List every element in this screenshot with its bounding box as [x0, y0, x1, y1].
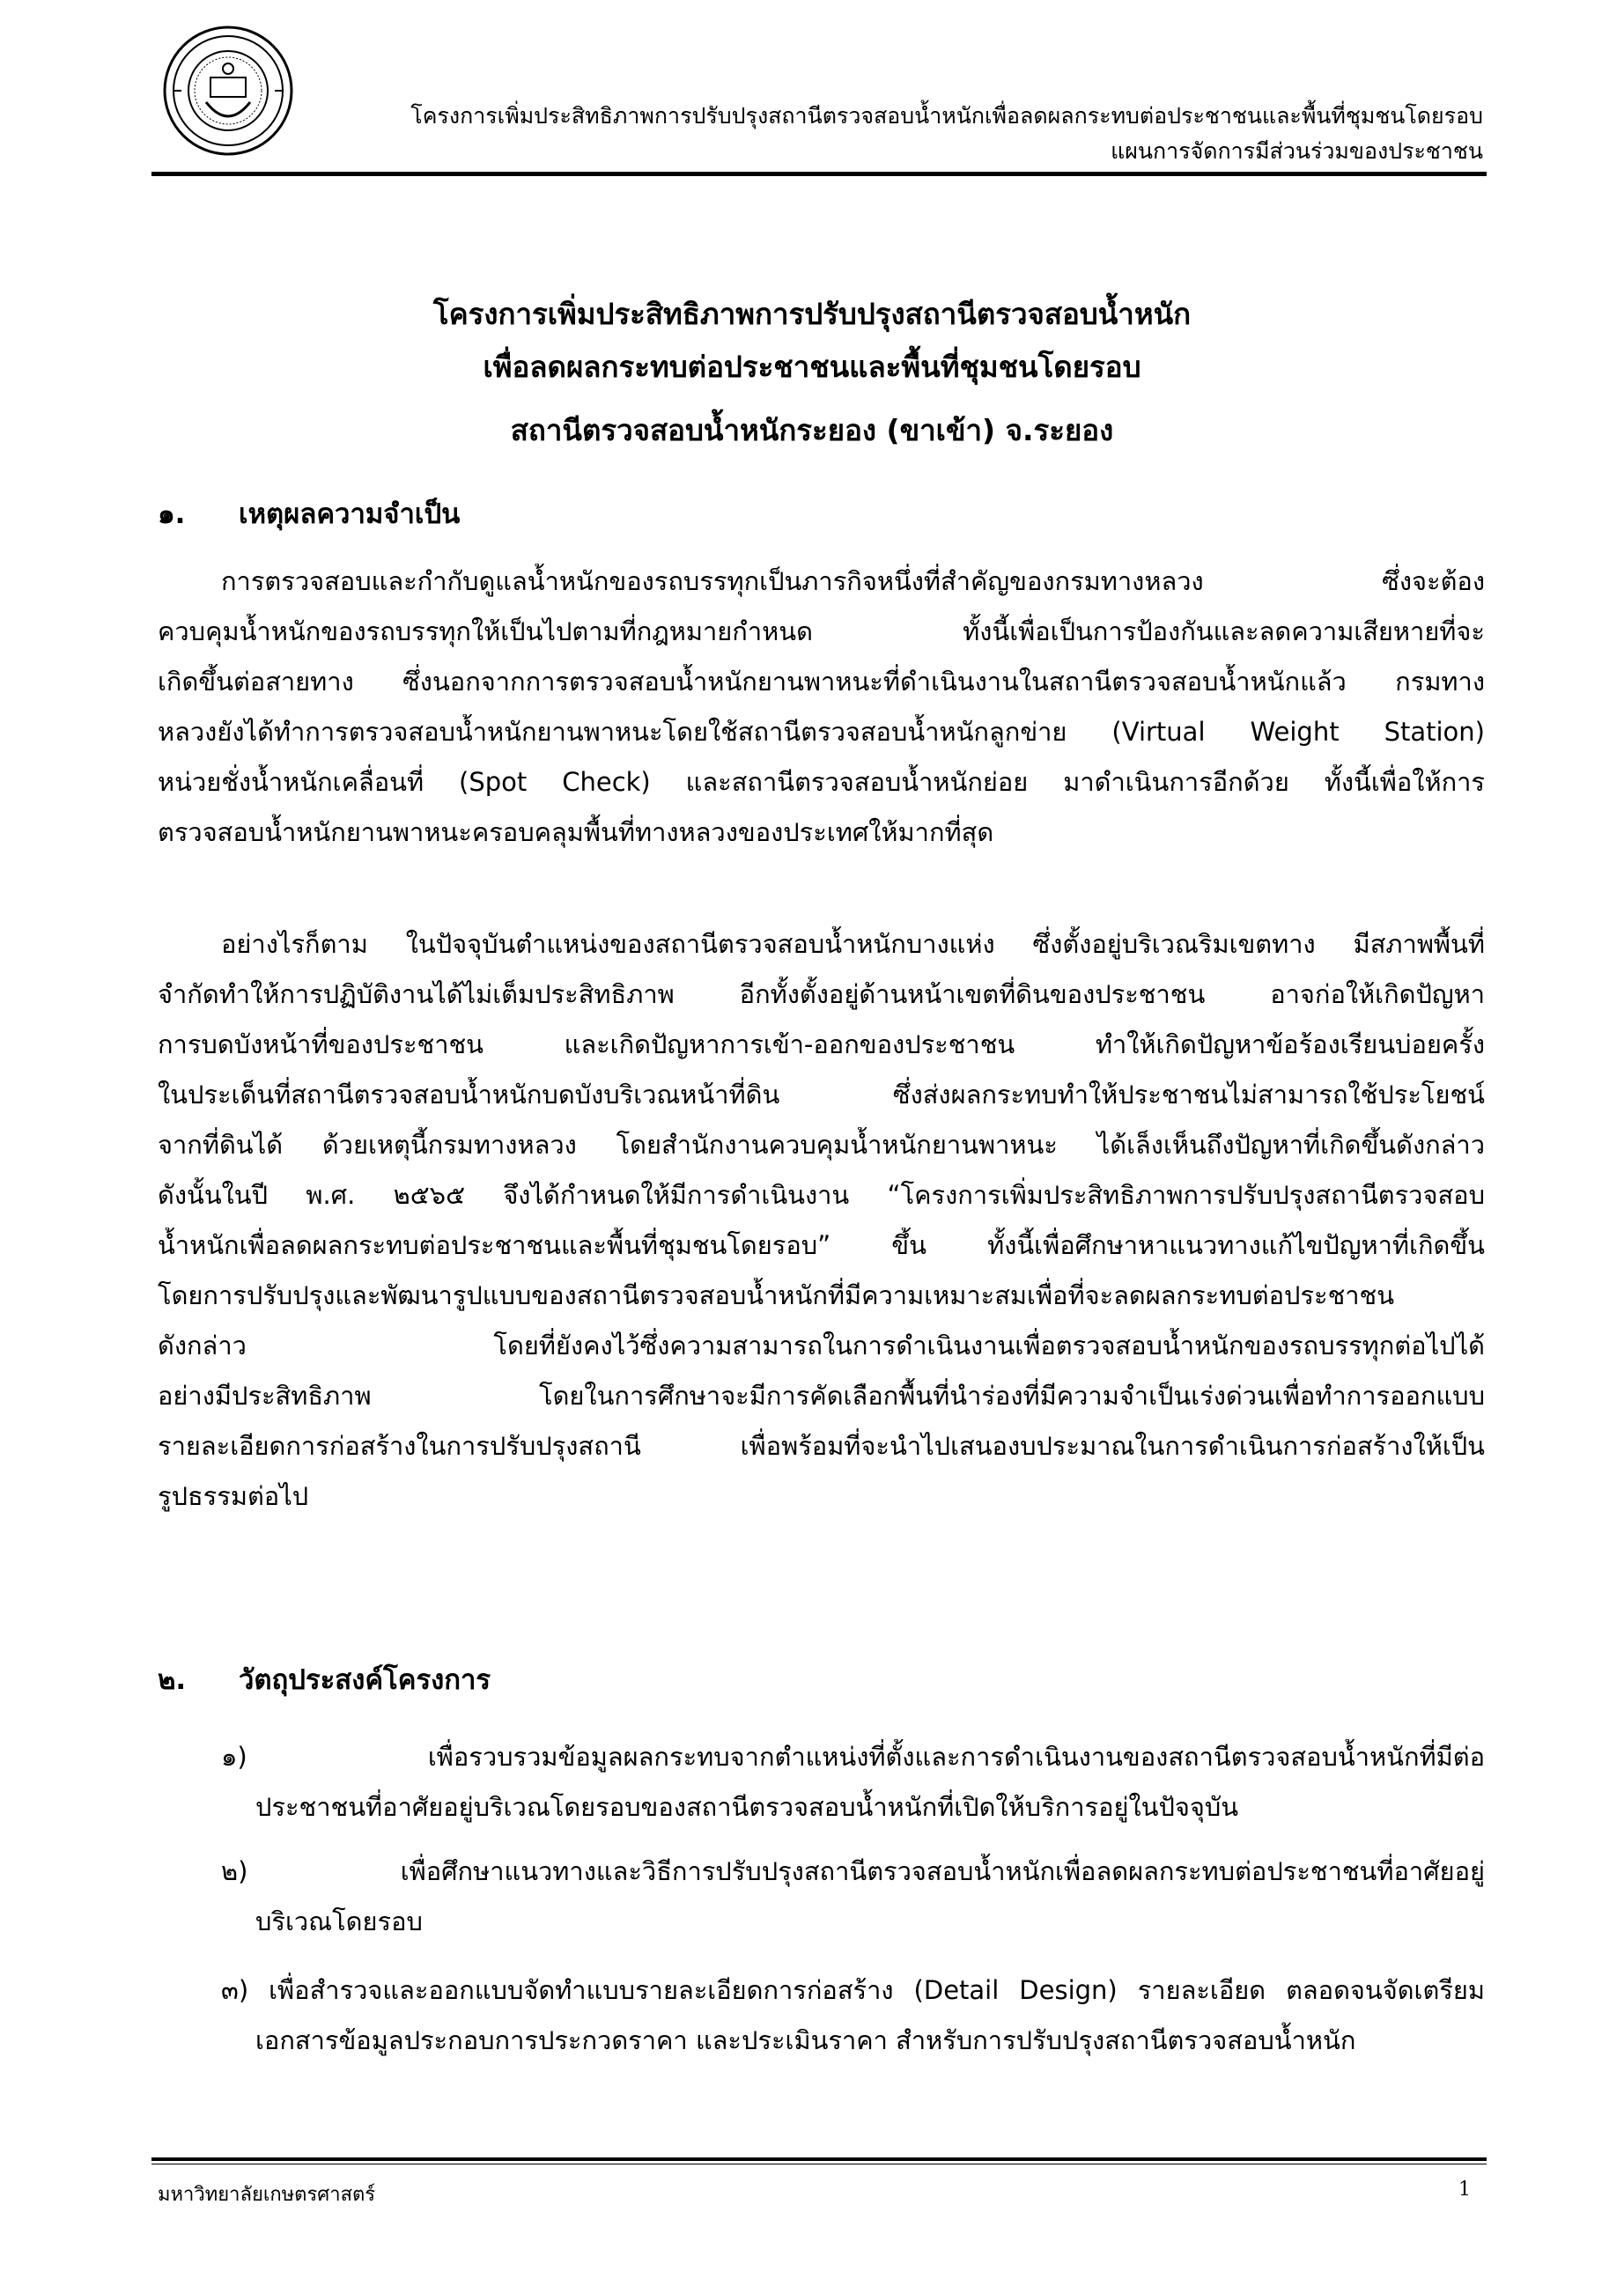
paragraph-line: อย่างมีประสิทธิภาพ โดยในการศึกษาจะมีการคัดเลือกพื้นที่นำร่องที่มีความจำเป็นเร่งด่วนเพื่อทำการออกแบบ — [158, 1381, 1485, 1411]
paragraph-line: จำกัดทำให้การปฏิบัติงานได้ไม่เต็มประสิทธิภาพ อีกทั้งตั้งอยู่ด้านหน้าเขตที่ดินของประชาชน อาจก่อให้เกิดปัญหา — [158, 979, 1485, 1009]
document-title-station: สถานีตรวจสอบน้ำหนักระยอง (ขาเข้า) จ.ระยอง — [510, 413, 1114, 447]
paragraph-line: การตรวจสอบและกำกับดูแลน้ำหนักของรถบรรทุกเป็นภารกิจหนึ่งที่สำคัญของกรมทางหลวง ซึ่งจะต้อง — [221, 566, 1485, 596]
section-number: ๒. — [158, 1664, 187, 1696]
objective-item-line: เอกสารข้อมูลประกอบการประกวดราคา และประเมินราคา สำหรับการปรับปรุงสถานีตรวจสอบน้ำหนัก — [255, 2025, 1356, 2055]
paragraph-line: หลวงยังได้ทำการตรวจสอบน้ำหนักยานพาหนะโดยใช้สถานีตรวจสอบน้ำหนักลูกข่าย (Virtual Weight Station) — [158, 717, 1485, 747]
paragraph-line: ดังกล่าว โดยที่ยังคงไว้ซึ่งความสามารถในการดำเนินงานเพื่อตรวจสอบน้ำหนักของรถบรรทุกต่อไปได้ — [158, 1331, 1485, 1361]
paragraph-line: จากที่ดินได้ ด้วยเหตุนี้กรมทางหลวง โดยสำนักงานควบคุมน้ำหนักยานพาหนะ ได้เล็งเห็นถึงปัญหาที่เกิดขึ้นดังกล่าว — [158, 1130, 1485, 1160]
paragraph-line: ตรวจสอบน้ำหนักยานพาหนะครอบคลุมพื้นที่ทางหลวงของประเทศให้มากที่สุด — [158, 817, 994, 847]
objective-item-line: ๒) เพื่อศึกษาแนวทางและวิธีการปรับปรุงสถานีตรวจสอบน้ำหนักเพื่อลดผลกระทบต่อประชาชนที่อาศัยอยู่ — [221, 1856, 1485, 1886]
page-number: 1 — [1458, 2179, 1471, 2201]
paragraph-line: หน่วยชั่งน้ำหนักเคลื่อนที่ (Spot Check) และสถานีตรวจสอบน้ำหนักย่อย มาดำเนินการอีกด้วย ทั้งนี้เพื่อให้การ — [158, 767, 1485, 797]
section-1-heading — [158, 491, 460, 535]
paragraph-line: โดยการปรับปรุงและพัฒนารูปแบบของสถานีตรวจสอบน้ำหนักที่มีความเหมาะสมเพื่อที่จะลดผลกระทบต่อประชาชน — [158, 1280, 1395, 1310]
paragraph-line: รายละเอียดการก่อสร้างในการปรับปรุงสถานี เพื่อพร้อมที่จะนำไปเสนองบประมาณในการดำเนินการก่อสร้างให้เป็น — [158, 1431, 1485, 1461]
paragraph-line: อย่างไรก็ตาม ในปัจจุบันตำแหน่งของสถานีตรวจสอบน้ำหนักบางแห่ง ซึ่งตั้งอยู่บริเวณริมเขตทาง มีสภาพพื้นที่ — [221, 929, 1485, 959]
paragraph-line: น้ำหนักเพื่อลดผลกระทบต่อประชาชนและพื้นที่ชุมชนโดยรอบ” ขึ้น ทั้งนี้เพื่อศึกษาหาแนวทางแก้ไขปัญหาที่เกิดขึ้น — [158, 1230, 1485, 1260]
objective-item-line: ๓) เพื่อสำรวจและออกแบบจัดทำแบบรายละเอียดการก่อสร้าง (Detail Design) รายละเอียด ตลอดจนจัดเตรียม — [221, 1975, 1485, 2005]
objective-item-line: บริเวณโดยรอบ — [255, 1906, 423, 1936]
section-2-heading — [158, 1657, 491, 1701]
objective-item-line: ประชาชนที่อาศัยอยู่บริเวณโดยรอบของสถานีตรวจสอบน้ำหนักที่เปิดให้บริการอยู่ในปัจจุบัน — [255, 1792, 1239, 1822]
section-number: ๑. — [158, 498, 186, 530]
document-title-line-2: เพื่อลดผลกระทบต่อประชาชนและพื้นที่ชุมชนโดยรอบ — [483, 350, 1141, 384]
paragraph-line: ในประเด็นที่สถานีตรวจสอบน้ำหนักบดบังบริเวณหน้าที่ดิน ซึ่งส่งผลกระทบทำให้ประชาชนไม่สามารถใช้ประโยชน์ — [158, 1080, 1485, 1110]
paragraph-line: การบดบังหน้าที่ของประชาชน และเกิดปัญหาการเข้า-ออกของประชาชน ทำให้เกิดปัญหาข้อร้องเรียนบ่อยครั้ง — [158, 1029, 1485, 1059]
header-project-title: โครงการเพิ่มประสิทธิภาพการปรับปรุงสถานีตรวจสอบน้ำหนักเพื่อลดผลกระทบต่อประชาชนและพื้นที่ชุมชนโดยรอบ — [410, 103, 1483, 129]
section-title: วัตถุประสงค์โครงการ — [239, 1664, 491, 1696]
objective-item-line: ๑) เพื่อรวบรวมข้อมูลผลกระทบจากตำแหน่งที่ตั้งและการดำเนินงานของสถานีตรวจสอบน้ำหนักที่มีต่อ — [221, 1742, 1485, 1772]
department-logo — [162, 25, 294, 157]
section-title: เหตุผลความจำเป็น — [239, 498, 461, 530]
footer-organization: มหาวิทยาลัยเกษตรศาสตร์ — [158, 2184, 376, 2206]
header-rule — [151, 172, 1487, 176]
footer-rule — [151, 2157, 1487, 2161]
paragraph-line: ดังนั้นในปี พ.ศ. ๒๕๖๕ จึงได้กำหนดให้มีการดำเนินงาน “โครงการเพิ่มประสิทธิภาพการปรับปรุงสถานีตรวจสอบ — [158, 1180, 1485, 1210]
paragraph-line: ควบคุมน้ำหนักของรถบรรทุกให้เป็นไปตามที่กฎหมายกำหนด ทั้งนี้เพื่อเป็นการป้องกันและลดความเสียหายที่จะ — [158, 616, 1485, 646]
document-title-line-1: โครงการเพิ่มประสิทธิภาพการปรับปรุงสถานีตรวจสอบน้ำหนัก — [432, 297, 1192, 331]
header-document-title: แผนการจัดการมีส่วนร่วมของประชาชน — [1111, 138, 1483, 164]
paragraph-line: เกิดขึ้นต่อสายทาง ซึ่งนอกจากการตรวจสอบน้ำหนักยานพาหนะที่ดำเนินงานในสถานีตรวจสอบน้ำหนักแล้ว กรมทาง — [158, 667, 1485, 697]
paragraph-line: รูปธรรมต่อไป — [158, 1481, 309, 1511]
